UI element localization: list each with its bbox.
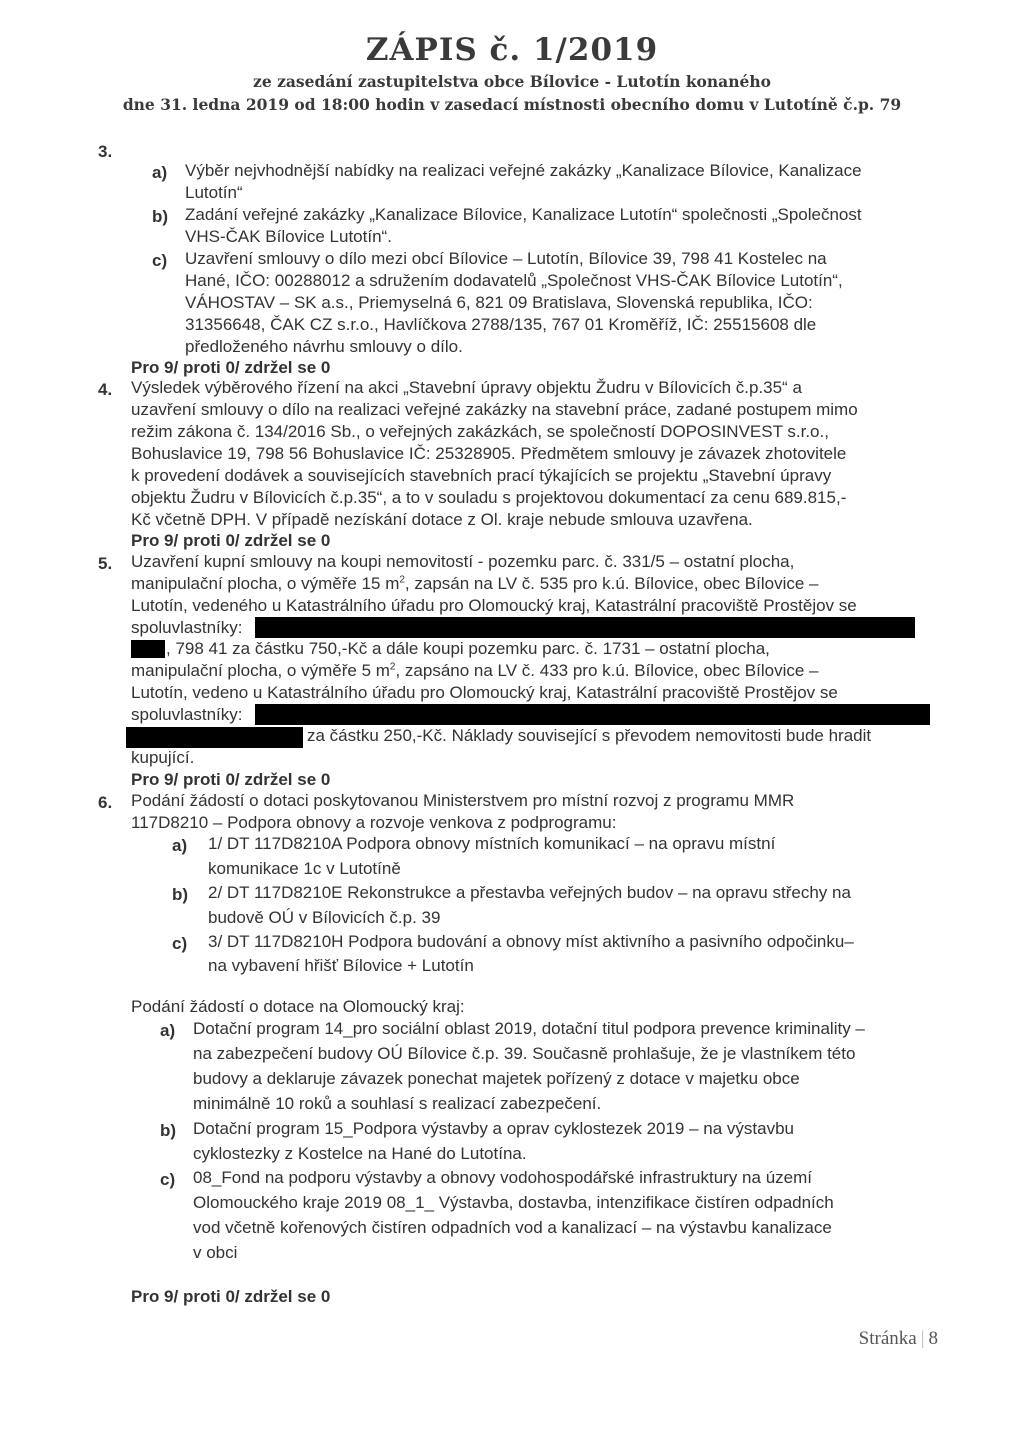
item-6-kraj-line: budovy a deklaruje závazek ponechat majetek pořízený z dotace v majetku obce (193, 1069, 800, 1088)
item-6-kraj-c-label: c) (160, 1170, 176, 1189)
item-6-intro-line: 117D8210 – Podpora obnovy a rozvoje venkova z podprogramu: (131, 813, 617, 832)
item-6-mmr-c-label: c) (172, 934, 188, 953)
item-6-kraj-intro: Podání žádostí o dotace na Olomoucký kraj: (131, 997, 465, 1016)
item-6-mmr-line: budově OÚ v Bílovicích č.p. 39 (208, 908, 441, 927)
item-5-line: kupující. (131, 748, 195, 767)
item-3a-label: a) (152, 163, 168, 182)
item-3c-line: Uzavření smlouvy o dílo mezi obcí Bílovice – Lutotín, Bílovice 39, 798 41 Kostelec na (185, 249, 827, 268)
item-6-number: 6. (98, 793, 113, 812)
item-6-kraj-line: Dotační program 14_pro sociální oblast 2019, dotační titul podpora prevence kriminality – (193, 1019, 865, 1038)
document-date-line: dne 31. ledna 2019 od 18:00 hodin v zasedací místnosti obecního domu v Lutotíně č.p. 79 (122, 95, 902, 114)
item-6-mmr-line: 1/ DT 117D8210A Podpora obnovy místních komunikací – na opravu místní (208, 834, 776, 853)
item-6-mmr-b-label: b) (172, 885, 189, 904)
redaction-bar (255, 704, 930, 725)
item-4-line: objektu Žudru v Bílovicích č.p.35“, a to v souladu s projektovou dokumentací za cenu 689.815,- (131, 488, 847, 507)
item-4-number: 4. (98, 380, 113, 399)
item-6-kraj-line: 08_Fond na podporu výstavby a obnovy vodohospodářské infrastruktury na území (193, 1168, 812, 1187)
item-5-line: spoluvlastníky: (131, 618, 243, 637)
item-6-kraj-a-label: a) (160, 1021, 176, 1040)
footer-label: Stránka (858, 1328, 917, 1349)
item-3c-line: VÁHOSTAV – SK a.s., Priemyselná 6, 821 09 Bratislava, Slovenská republika, IČO: (185, 293, 813, 312)
item-3c-line: Hané, IČO: 00288012 a sdružením dodavatelů „Společnost VHS-ČAK Bílovice Lutotín“, (185, 271, 843, 290)
item-6-kraj-line: v obci (193, 1243, 238, 1262)
item-3c-label: c) (152, 251, 168, 270)
page-footer: Stránka | 8 (858, 1328, 938, 1349)
item-4-vote: Pro 9/ proti 0/ zdržel se 0 (131, 531, 331, 550)
item-5-line: , 798 41 za částku 750,-Kč a dále koupi pozemku parc. č. 1731 – ostatní plocha, (166, 639, 770, 658)
item-6-mmr-line: komunikace 1c v Lutotíně (208, 859, 401, 878)
item-6-vote: Pro 9/ proti 0/ zdržel se 0 (131, 1287, 331, 1306)
item-4-line: uzavření smlouvy o dílo na realizaci veřejné zakázky na stavební práce, zadané postupem mimo (131, 400, 858, 419)
item-6-mmr-a-label: a) (172, 836, 188, 855)
redaction-bar (131, 640, 165, 658)
item-3c-line: 31356648, ČAK CZ s.r.o., Havlíčkova 2788/135, 767 01 Kroměříž, IČ: 25515608 dle (185, 315, 817, 334)
document-title: ZÁPIS č. 1/2019 (365, 32, 659, 68)
document-subtitle: ze zasedání zastupitelstva obce Bílovice - Lutotín konaného (253, 72, 771, 91)
item-5-number: 5. (98, 554, 113, 573)
item-4-line: k provedení dodávek a souvisejících stavebních prací týkajících se projektu „Stavební úpravy (131, 466, 832, 485)
item-5-line: Lutotín, vedeno u Katastrálního úřadu pro Olomoucký kraj, Katastrální pracoviště Prostějov se (131, 683, 838, 702)
item-3b-line: VHS-ČAK Bílovice Lutotín“. (185, 227, 392, 246)
item-6-intro-line: Podání žádostí o dotaci poskytovanou Ministerstvem pro místní rozvoj z programu MMR (131, 791, 795, 810)
item-5-vote: Pro 9/ proti 0/ zdržel se 0 (131, 770, 331, 789)
item-3a-line: Výběr nejvhodnější nabídky na realizaci veřejné zakázky „Kanalizace Bílovice, Kanalizace (185, 161, 862, 180)
item-6-kraj-line: minimálně 10 roků a souhlasí s realizací zabezpečení. (193, 1094, 602, 1113)
item-3c-line: předloženého návrhu smlouvy o dílo. (185, 337, 463, 356)
item-5-line: manipulační plocha, o výměře 5 $m^2$, zapsáno na LV č. 433 pro k.ú. Bílovice, obec Bílovice – (131, 661, 819, 680)
item-5-line: manipulační plocha, o výměře 15 $m^2$, zapsán na LV č. 535 pro k.ú. Bílovice, obec Bílovice – (131, 574, 819, 593)
item-4-line: režim zákona č. 134/2016 Sb., o veřejných zakázkách, se společností DOPOSINVEST s.r.o., (131, 422, 829, 441)
item-4-line: Bohuslavice 19, 798 56 Bohuslavice IČ: 25328905. Předmětem smlouvy je závazek zhotovitele (131, 444, 847, 463)
item-5-line: spoluvlastníky: (131, 705, 243, 724)
item-4-line: Výsledek výběrového řízení na akci „Stavební úpravy objektu Žudru v Bílovicích č.p.35“ a (131, 378, 802, 397)
item-6-kraj-line: Dotační program 15_Podpora výstavby a oprav cyklostezek 2019 – na výstavbu (193, 1119, 795, 1138)
item-3b-label: b) (152, 207, 169, 226)
item-6-kraj-line: vod včetně kořenových čistíren odpadních vod a kanalizací – na výstavbu kanalizace (193, 1218, 832, 1237)
item-3-number: 3. (98, 142, 113, 161)
item-5-line: Lutotín, vedeného u Katastrálního úřadu pro Olomoucký kraj, Katastrální pracoviště Prostějov se (131, 596, 857, 615)
item-6-mmr-line: 3/ DT 117D8210H Podpora budování a obnovy míst aktivního a pasivního odpočinku– (208, 932, 854, 951)
item-5-line: Uzavření kupní smlouvy na koupi nemovitostí - pozemku parc. č. 331/5 – ostatní plocha, (131, 552, 795, 571)
item-6-kraj-line: cyklostezky z Kostelce na Hané do Lutotína. (193, 1144, 527, 1163)
item-6-mmr-line: 2/ DT 117D8210E Rekonstrukce a přestavba veřejných budov – na opravu střechy na (208, 883, 851, 902)
item-6-kraj-line: na zabezpečení budovy OÚ Bílovice č.p. 39. Současně prohlašuje, že je vlastníkem této (193, 1044, 856, 1063)
redaction-bar (255, 617, 915, 638)
item-3-vote: Pro 9/ proti 0/ zdržel se 0 (131, 358, 331, 377)
item-4-line: Kč včetně DPH. V případě nezískání dotace z Ol. kraje nebude smlouva uzavřena. (131, 510, 753, 529)
item-5-line: za částku 250,-Kč. Náklady související s převodem nemovitosti bude hradit (307, 726, 872, 745)
item-6-mmr-line: na vybavení hřišť Bílovice + Lutotín (208, 956, 474, 975)
item-6-kraj-b-label: b) (160, 1121, 177, 1140)
redaction-bar (126, 727, 303, 748)
item-3b-line: Zadání veřejné zakázky „Kanalizace Bílovice, Kanalizace Lutotín“ společnosti „Společnost (185, 205, 862, 224)
item-6-kraj-line: Olomouckého kraje 2019 08_1_ Výstavba, dostavba, intenzifikace čistíren odpadních (193, 1193, 834, 1212)
page-number: 8 (928, 1328, 938, 1349)
item-3a-line: Lutotín“ (185, 183, 243, 202)
